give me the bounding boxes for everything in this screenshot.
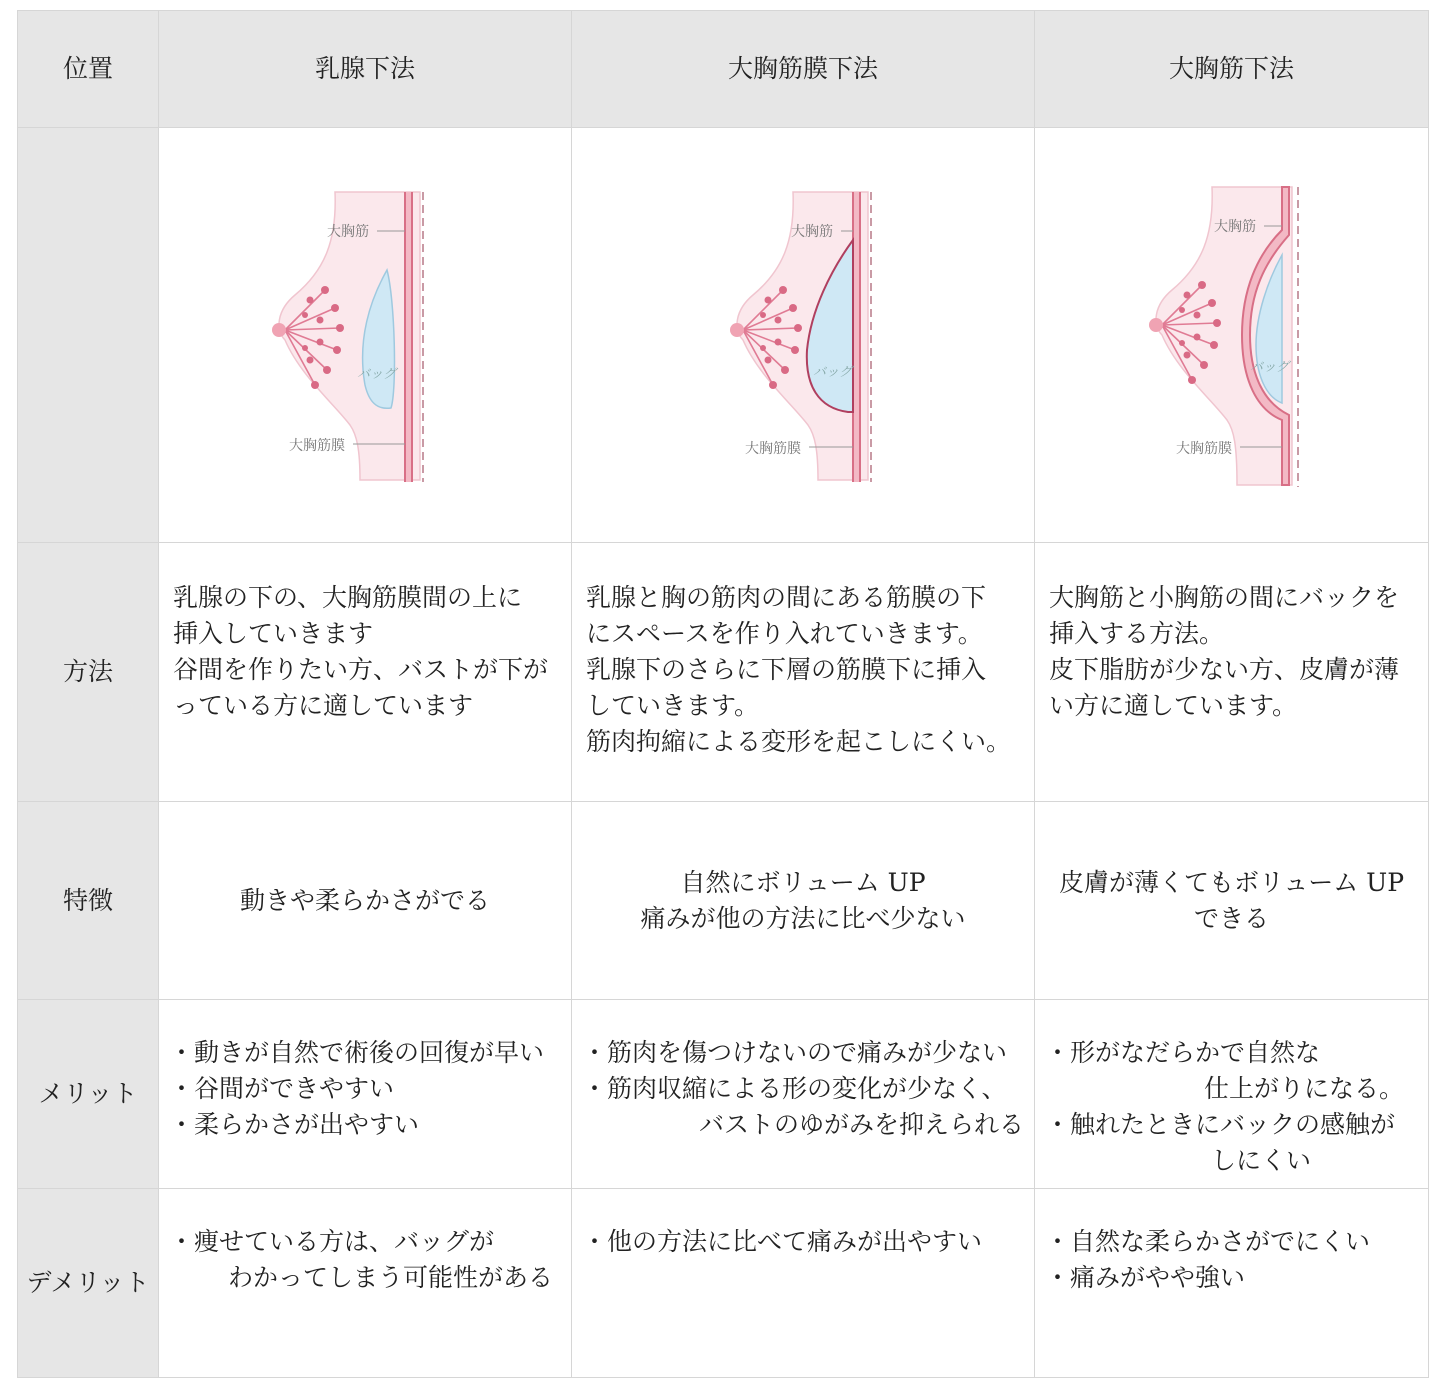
bullet-line: バストのゆがみを抑えられる — [698, 1110, 1024, 1139]
text-line: 筋肉拘縮による変形を起こしにくい。 — [586, 727, 1012, 756]
bullet-line: ・動きが自然で術後の回復が早い — [169, 1038, 545, 1067]
text-line: 皮下脂肪が少ない方、皮膚が薄 — [1049, 655, 1400, 684]
figure-row-label — [18, 128, 159, 543]
merit-subfascial — [572, 1000, 1035, 1189]
bag-label-2: バッグ — [813, 365, 853, 380]
feature-label: 特徴 — [18, 802, 159, 1000]
figure-row — [18, 128, 1429, 543]
method-submuscular — [1035, 543, 1429, 802]
muscle-label-2: 大胸筋 — [791, 224, 833, 240]
submuscular-diagram — [1132, 175, 1332, 495]
muscle-label-1: 大胸筋 — [327, 224, 369, 240]
text-line: していきます。 — [586, 691, 760, 720]
bullet-line: ・柔らかさが出やすい — [169, 1110, 420, 1139]
demerit-subfascial — [572, 1189, 1035, 1378]
feature-submuscular — [1035, 802, 1429, 1000]
feature-subfascial — [572, 802, 1035, 1000]
demerit-submuscular — [1035, 1189, 1429, 1378]
header-subfascial: 大胸筋膜下法 — [572, 11, 1035, 128]
merit-row — [18, 1000, 1429, 1189]
method-subfascial — [572, 543, 1035, 802]
feature-subglandular — [159, 802, 572, 1000]
bullet-line: ・痛みがやや強い — [1045, 1263, 1246, 1292]
text-line: 皮膚が薄くてもボリューム UP — [1058, 867, 1405, 897]
merit-label: メリット — [18, 1000, 159, 1189]
bullet-line: ・形がなだらかで自然な — [1045, 1038, 1321, 1067]
text-line: できる — [1193, 903, 1269, 933]
bag-label-3: バッグ — [1249, 360, 1289, 375]
figure-subfascial-cell — [572, 128, 1035, 543]
method-row — [18, 543, 1429, 802]
subfascial-diagram — [703, 180, 903, 490]
text-line: 大胸筋と小胸筋の間にバックを — [1049, 583, 1400, 612]
header-subglandular: 乳腺下法 — [159, 11, 572, 128]
header-row — [18, 11, 1429, 128]
bullet-line: ・谷間ができやすい — [169, 1074, 395, 1103]
fascia-label-2: 大胸筋膜 — [745, 441, 801, 457]
text-line: 乳腺と胸の筋肉の間にある筋膜の下 — [586, 583, 987, 612]
method-subglandular — [159, 543, 572, 802]
demerit-row — [18, 1189, 1429, 1378]
method-label: 方法 — [18, 543, 159, 802]
muscle-label-3: 大胸筋 — [1213, 219, 1256, 235]
text-line: 痛みが他の方法に比べ少ない — [640, 903, 966, 933]
bullet-line: しにくい — [1211, 1146, 1312, 1175]
subglandular-diagram — [265, 180, 465, 490]
feature-row — [18, 802, 1429, 1000]
header-submuscular: 大胸筋下法 — [1035, 11, 1429, 128]
text-line: い方に適しています。 — [1049, 691, 1298, 720]
demerit-label: デメリット — [18, 1189, 159, 1378]
merit-submuscular — [1035, 1000, 1429, 1189]
text-line: 挿入する方法。 — [1049, 619, 1225, 648]
bullet-line: わかってしまう可能性がある — [227, 1263, 553, 1292]
text-line: 乳腺の下の、大胸筋膜間の上に — [173, 583, 523, 612]
fascia-label-1: 大胸筋膜 — [289, 438, 345, 454]
figure-subglandular-cell — [159, 128, 572, 543]
text-line: 谷間を作りたい方、バストが下が — [173, 655, 549, 684]
text-line: 動きや柔らかさがでる — [239, 885, 490, 915]
bullet-line: ・筋肉を傷つけないので痛みが少ない — [582, 1038, 1008, 1067]
bullet-line: 仕上がりになる。 — [1203, 1074, 1404, 1103]
demerit-subglandular — [159, 1189, 572, 1378]
bullet-line: ・筋肉収縮による形の変化が少なく、 — [582, 1074, 1007, 1103]
bullet-line: ・自然な柔らかさがでにくい — [1045, 1227, 1371, 1256]
text-line: 乳腺下のさらに下層の筋膜下に挿入 — [586, 655, 987, 684]
text-line: にスペースを作り入れていきます。 — [586, 619, 983, 648]
figure-submuscular-cell — [1035, 128, 1429, 543]
bullet-line: ・触れたときにバックの感触が — [1045, 1110, 1396, 1139]
text-line: っている方に適しています — [173, 691, 474, 720]
bullet-line: ・痩せている方は、バッグが — [169, 1227, 495, 1256]
text-line: 挿入していきます — [173, 619, 374, 648]
merit-subglandular — [159, 1000, 572, 1189]
bag-label-1: バッグ — [357, 367, 397, 382]
comparison-table — [17, 10, 1429, 1378]
header-position: 位置 — [18, 11, 159, 128]
text-line: 自然にボリューム UP — [680, 867, 926, 897]
bullet-line: ・他の方法に比べて痛みが出やすい — [582, 1227, 983, 1256]
fascia-label-3: 大胸筋膜 — [1175, 441, 1232, 457]
